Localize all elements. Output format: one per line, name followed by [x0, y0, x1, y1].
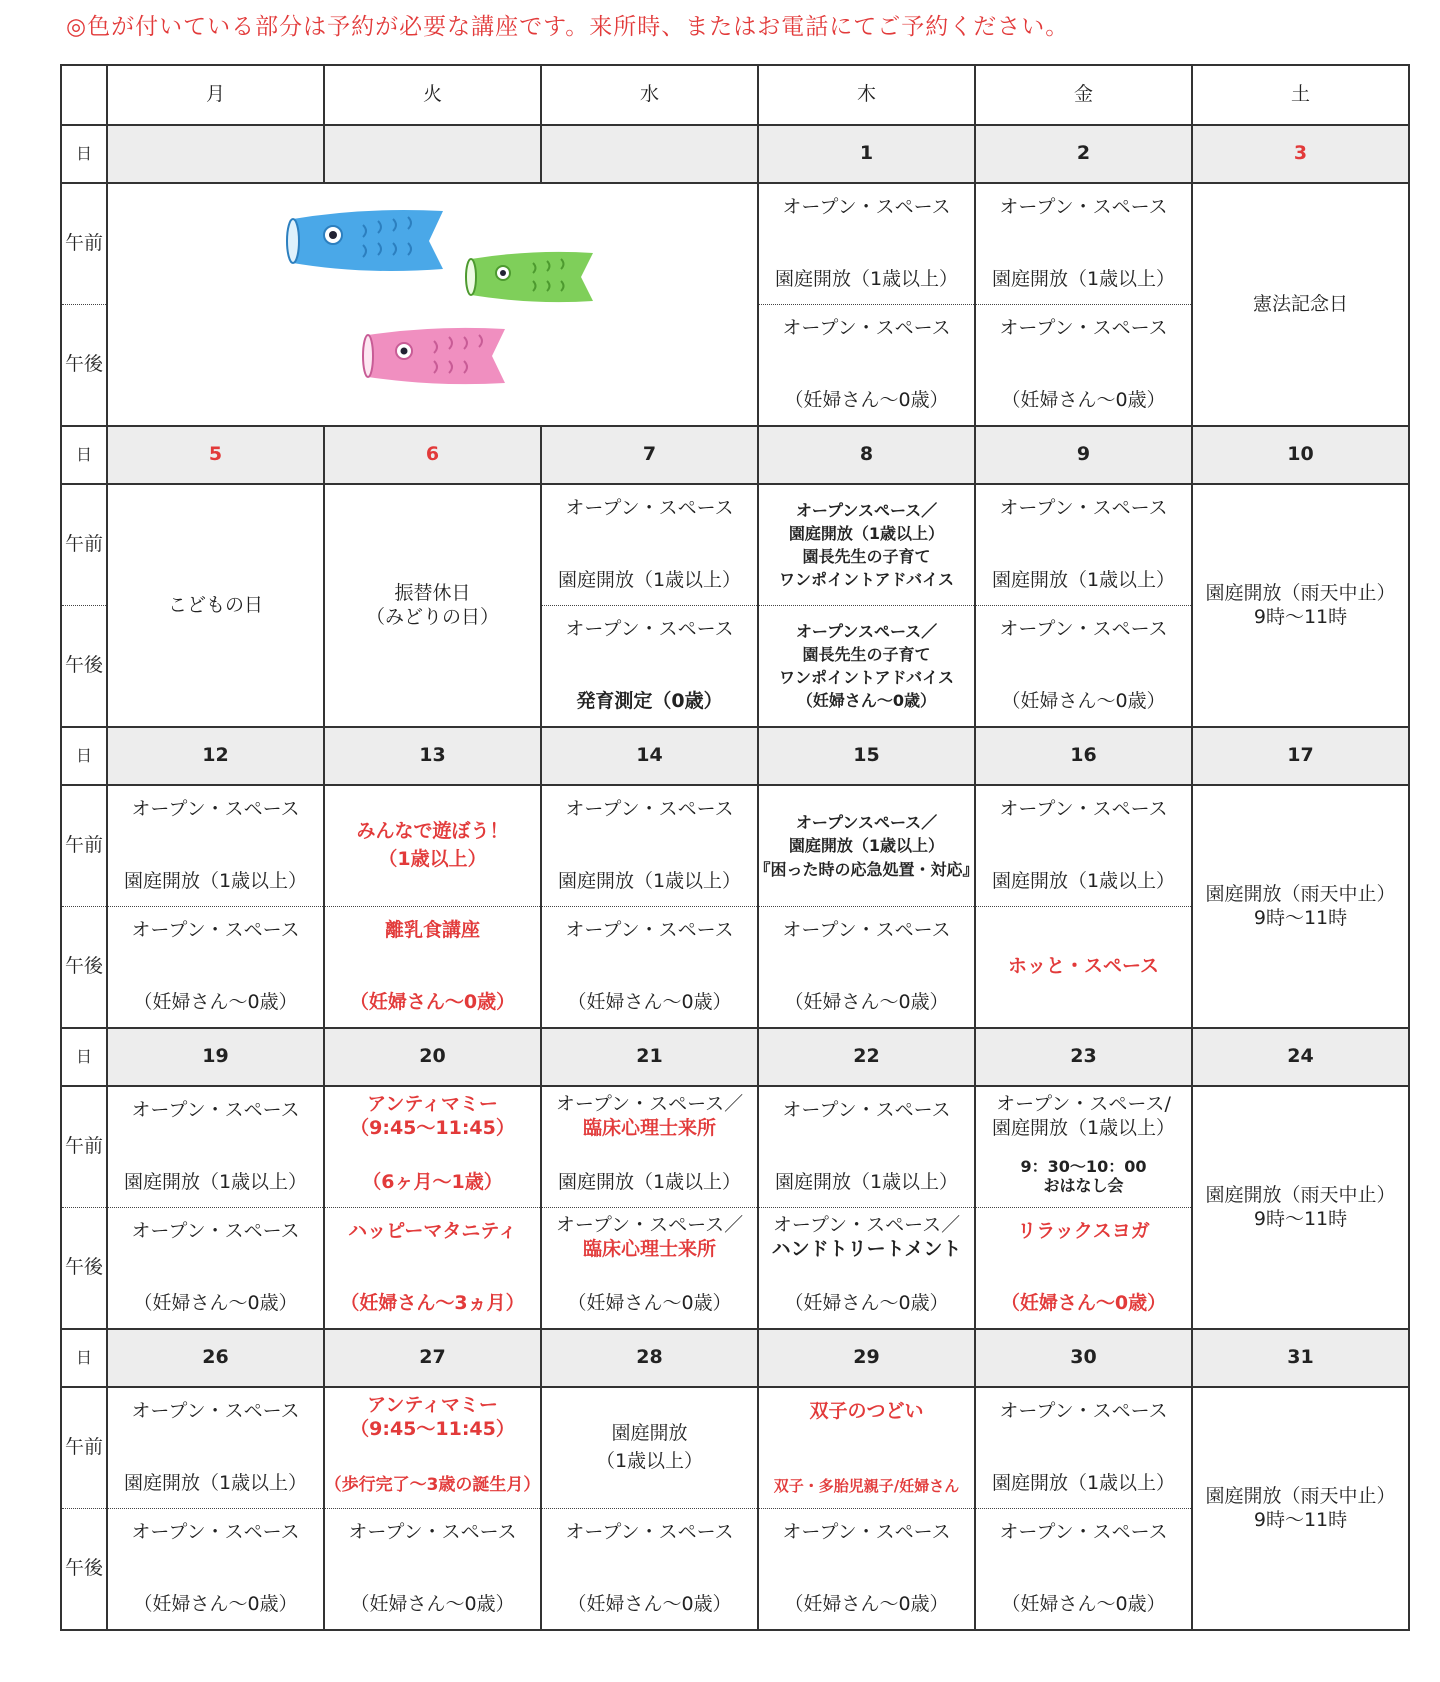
- event-title: オープン・スペース／: [772, 1214, 961, 1236]
- am-label: 午前: [61, 484, 107, 606]
- event-detail: （歩行完了〜3歳の誕生月）: [324, 1474, 541, 1495]
- event-title: オープン・スペース: [131, 1521, 300, 1543]
- event-detail: 『困った時の応急処置・対応』: [754, 859, 979, 879]
- event-detail: （妊婦さん〜0歳）: [567, 991, 732, 1014]
- pm-label: 午後: [61, 1208, 107, 1330]
- week4-fri-am: [975, 1086, 1192, 1208]
- event-detail: （妊婦さん〜0歳）: [133, 1292, 298, 1315]
- day-label: 日: [61, 727, 107, 785]
- event-detail: （妊婦さん〜0歳）: [350, 1593, 515, 1616]
- date-cell: 29: [758, 1329, 975, 1387]
- date-cell: 27: [324, 1329, 541, 1387]
- event-title: オープン・スペース: [131, 798, 300, 820]
- date-cell: 22: [758, 1028, 975, 1086]
- week2-tue-holiday: [324, 484, 541, 727]
- event-title: オープン・スペース: [999, 497, 1168, 519]
- event-title: オープン・スペース: [348, 1521, 517, 1543]
- event-title: アンティマミー: [367, 1394, 498, 1416]
- date-cell: [324, 125, 541, 183]
- event-detail: 園庭開放（1歳以上）: [991, 1116, 1176, 1139]
- weekday-mon: 月: [107, 65, 324, 125]
- event-title: 園庭開放（雨天中止）: [1205, 1484, 1396, 1507]
- pink-carp-streamer-icon: [360, 323, 510, 389]
- week4-thu-pm: [758, 1208, 975, 1330]
- date-cell: 17: [1192, 727, 1409, 785]
- event-detail: （妊婦さん〜0歳）: [567, 1292, 732, 1315]
- event-detail: （妊婦さん〜0歳）: [784, 1292, 949, 1315]
- event-title: オープン・スペース: [565, 798, 734, 820]
- event-title: オープン・スペース: [782, 1099, 951, 1121]
- week5-fri-am: [975, 1387, 1192, 1509]
- date-cell: 9: [975, 426, 1192, 484]
- holiday-name: こどもの日: [167, 593, 263, 616]
- week2-mon-holiday: [107, 484, 324, 727]
- week4-wed-pm: [541, 1208, 758, 1330]
- pm-label: 午後: [61, 606, 107, 728]
- week1-thu-am: [758, 183, 975, 305]
- event-detail: 園庭開放（1歳以上）: [774, 268, 959, 291]
- week4-thu-am: [758, 1086, 975, 1208]
- event-title: オープン・スペース: [999, 1521, 1168, 1543]
- event-title: オープン・スペース: [999, 196, 1168, 218]
- event-time: 9時〜11時: [1253, 605, 1348, 628]
- weekday-tue: 火: [324, 65, 541, 125]
- week5-sat: [1192, 1387, 1409, 1630]
- event-title: オープンスペース／: [795, 621, 938, 641]
- event-detail: （妊婦さん〜0歳）: [1001, 389, 1166, 412]
- weekday-header-row: [61, 65, 1409, 125]
- week3-fri-pm: [975, 907, 1192, 1029]
- date-cell: 16: [975, 727, 1192, 785]
- event-detail: 園長先生の子育て: [802, 644, 931, 664]
- date-cell: 30: [975, 1329, 1192, 1387]
- date-cell: 14: [541, 727, 758, 785]
- week2-sat: [1192, 484, 1409, 727]
- event-title: オープン・スペース: [782, 1521, 951, 1543]
- weekday-fri: 金: [975, 65, 1192, 125]
- week5-thu-pm: [758, 1509, 975, 1631]
- week4-tue-pm: [324, 1208, 541, 1330]
- week1-fri-am: [975, 183, 1192, 305]
- event-title: オープン・スペース: [565, 1521, 734, 1543]
- week3-fri-am: [975, 785, 1192, 907]
- week1-thu-pm: [758, 305, 975, 427]
- event-detail: 園庭開放（1歳以上）: [774, 1171, 959, 1194]
- reservation-notice: ◎色が付いている部分は予約が必要な講座です。来所時、またはお電話にてご予約ください。: [66, 14, 1070, 40]
- week3-sat: [1192, 785, 1409, 1028]
- event-detail: （妊婦さん〜0歳）: [1000, 1292, 1167, 1315]
- event-detail: （妊婦さん〜0歳）: [784, 1593, 949, 1616]
- week1-am-row: [61, 183, 1409, 305]
- event-title: オープン・スペース: [782, 919, 951, 941]
- event-title: みんなで遊ぼう！: [356, 820, 509, 843]
- event-detail: 園庭開放（1歳以上）: [123, 870, 308, 893]
- date-cell-holiday: 5: [107, 426, 324, 484]
- header-corner: [61, 65, 107, 125]
- date-cell: 1: [758, 125, 975, 183]
- week5-thu-am: [758, 1387, 975, 1509]
- week3-wed-pm: [541, 907, 758, 1029]
- event-title: 離乳食講座: [384, 919, 480, 941]
- date-cell: 8: [758, 426, 975, 484]
- week2-date-row: [61, 426, 1409, 484]
- week3-mon-am: [107, 785, 324, 907]
- date-cell: [541, 125, 758, 183]
- event-title: オープン・スペース: [999, 317, 1168, 339]
- holiday-name: 振替休日: [394, 581, 471, 604]
- event-detail: （1歳以上）: [595, 1450, 704, 1472]
- week1-fri-pm: [975, 305, 1192, 427]
- week5-mon-am: [107, 1387, 324, 1509]
- date-cell: 10: [1192, 426, 1409, 484]
- event-detail: （妊婦さん〜0歳）: [133, 991, 298, 1014]
- week4-wed-am: [541, 1086, 758, 1208]
- event-title: オープン・スペース: [565, 919, 734, 941]
- event-title: オープン・スペース／: [555, 1093, 744, 1115]
- weekday-thu: 木: [758, 65, 975, 125]
- event-detail: （妊婦さん〜0歳）: [133, 1593, 298, 1616]
- pm-label: 午後: [61, 305, 107, 427]
- weekday-wed: 水: [541, 65, 758, 125]
- event-title: 双子のつどい: [809, 1400, 924, 1422]
- week2-wed-am: [541, 484, 758, 606]
- event-detail: 園庭開放（1歳以上）: [788, 836, 945, 856]
- event-detail: ワンポイントアドバイス: [778, 570, 955, 590]
- date-cell: 2: [975, 125, 1192, 183]
- blue-carp-streamer-icon: [283, 205, 448, 277]
- holiday-subname: （みどりの日）: [365, 605, 499, 628]
- event-detail: （妊婦さん〜0歳）: [1001, 690, 1166, 713]
- event-title: オープン・スペース: [131, 1400, 300, 1422]
- event-title: オープン・スペース: [131, 1099, 300, 1121]
- event-title: ホッと・スペース: [1007, 955, 1160, 978]
- event-detail: （6ヶ月〜1歳）: [362, 1171, 503, 1194]
- koinobori-illustration: [107, 183, 758, 426]
- week4-fri-pm: [975, 1208, 1192, 1330]
- date-cell: 20: [324, 1028, 541, 1086]
- day-label: 日: [61, 426, 107, 484]
- event-time: 9時〜11時: [1253, 1508, 1348, 1531]
- date-cell: 21: [541, 1028, 758, 1086]
- green-carp-streamer-icon: [463, 247, 598, 307]
- event-time: （9:45〜11:45）: [350, 1116, 515, 1139]
- date-cell-holiday: 3: [1192, 125, 1409, 183]
- event-title: オープン・スペース: [782, 317, 951, 339]
- week4-tue-am: [324, 1086, 541, 1208]
- pm-label: 午後: [61, 1509, 107, 1631]
- event-detail: （妊婦さん〜0歳）: [784, 991, 949, 1014]
- event-detail: 園庭開放（1歳以上）: [991, 569, 1176, 592]
- event-title: 園庭開放（雨天中止）: [1205, 581, 1396, 604]
- date-cell-holiday: 6: [324, 426, 541, 484]
- event-detail: （妊婦さん〜0歳）: [1001, 1593, 1166, 1616]
- event-detail: （妊婦さん〜0歳）: [784, 389, 949, 412]
- week3-thu-pm: [758, 907, 975, 1029]
- am-label: 午前: [61, 183, 107, 305]
- event-detail: 園庭開放（1歳以上）: [123, 1472, 308, 1495]
- week5-wed-pm: [541, 1509, 758, 1631]
- week5-am-row: [61, 1387, 1409, 1509]
- monthly-calendar: [60, 64, 1410, 1631]
- event-detail: 園庭開放（1歳以上）: [991, 268, 1176, 291]
- event-title: 園庭開放（雨天中止）: [1205, 882, 1396, 905]
- event-title: オープンスペース／: [795, 813, 938, 833]
- event-time: 9：30〜10：00: [1020, 1156, 1147, 1176]
- event-title: オープン・スペース／: [555, 1214, 744, 1236]
- event-time: 9時〜11時: [1253, 906, 1348, 929]
- week3-mon-pm: [107, 907, 324, 1029]
- week2-am-row: [61, 484, 1409, 606]
- event-detail: （妊婦さん〜3ヵ月）: [340, 1292, 525, 1315]
- week2-fri-am: [975, 484, 1192, 606]
- week4-date-row: [61, 1028, 1409, 1086]
- day-label: 日: [61, 1028, 107, 1086]
- event-title: オープン・スペース: [565, 618, 734, 640]
- event-title: オープン・スペース: [999, 618, 1168, 640]
- date-cell: 23: [975, 1028, 1192, 1086]
- date-cell: 31: [1192, 1329, 1409, 1387]
- event-title: オープン・スペース: [999, 1400, 1168, 1422]
- week1-sat-holiday: [1192, 183, 1409, 426]
- am-label: 午前: [61, 1086, 107, 1208]
- event-detail: （妊婦さん〜0歳）: [567, 1593, 732, 1616]
- week5-date-row: [61, 1329, 1409, 1387]
- date-cell: 15: [758, 727, 975, 785]
- am-label: 午前: [61, 1387, 107, 1509]
- event-subtitle: おはなし会: [1043, 1175, 1124, 1195]
- week2-wed-pm: [541, 606, 758, 728]
- week3-tue-pm: [324, 907, 541, 1029]
- date-cell: 24: [1192, 1028, 1409, 1086]
- event-title: アンティマミー: [367, 1093, 498, 1115]
- week2-thu-am: [758, 484, 975, 606]
- week3-am-row: [61, 785, 1409, 907]
- event-title: オープン・スペース: [131, 1220, 300, 1242]
- date-cell: 12: [107, 727, 324, 785]
- week4-sat: [1192, 1086, 1409, 1329]
- date-cell: [107, 125, 324, 183]
- event-detail: 園長先生の子育て: [802, 547, 931, 566]
- event-time: 9時〜11時: [1253, 1207, 1348, 1230]
- event-detail: 園庭開放（1歳以上）: [557, 870, 742, 893]
- date-cell: 26: [107, 1329, 324, 1387]
- event-title: オープン・スペース: [131, 919, 300, 941]
- week3-tue-am: [324, 785, 541, 907]
- week5-wed-am: [541, 1387, 758, 1509]
- week4-mon-am: [107, 1086, 324, 1208]
- week3-wed-am: [541, 785, 758, 907]
- event-detail: 園庭開放（1歳以上）: [991, 1472, 1176, 1495]
- week4-mon-pm: [107, 1208, 324, 1330]
- event-title: ハッピーマタニティ: [348, 1220, 517, 1242]
- event-subtitle: ハンドトリートメント: [771, 1237, 962, 1260]
- week5-tue-pm: [324, 1509, 541, 1631]
- event-subtitle: 臨床心理士来所: [582, 1237, 716, 1260]
- event-title: オープン・スペース: [782, 196, 951, 218]
- holiday-name: 憲法記念日: [1252, 292, 1348, 315]
- week2-fri-pm: [975, 606, 1192, 728]
- week4-am-row: [61, 1086, 1409, 1208]
- day-label: 日: [61, 1329, 107, 1387]
- event-detail: 園庭開放（1歳以上）: [557, 1171, 742, 1194]
- event-detail: 双子・多胎児親子/妊婦さん: [773, 1477, 960, 1496]
- date-cell: 13: [324, 727, 541, 785]
- event-detail: （妊婦さん〜0歳）: [796, 691, 937, 711]
- event-detail: ワンポイントアドバイス: [778, 668, 955, 687]
- event-title: リラックスヨガ: [1017, 1220, 1150, 1242]
- week3-thu-am: [754, 785, 979, 907]
- event-detail: 園庭開放（1歳以上）: [557, 569, 742, 592]
- week2-thu-pm: [758, 606, 975, 728]
- week5-tue-am: [324, 1387, 541, 1509]
- week5-mon-pm: [107, 1509, 324, 1631]
- event-detail: 発育測定（0歳）: [576, 690, 723, 713]
- pm-label: 午後: [61, 907, 107, 1029]
- event-title: オープン・スペース: [999, 798, 1168, 820]
- day-label: 日: [61, 125, 107, 183]
- date-cell: 19: [107, 1028, 324, 1086]
- event-detail: 園庭開放（1歳以上）: [123, 1171, 308, 1194]
- event-detail: 園庭開放（1歳以上）: [788, 523, 945, 543]
- date-cell: 28: [541, 1329, 758, 1387]
- week5-fri-pm: [975, 1509, 1192, 1631]
- event-detail: （1歳以上）: [378, 848, 487, 870]
- event-detail: 園庭開放（1歳以上）: [991, 870, 1176, 893]
- event-title: オープン・スペース: [565, 497, 734, 519]
- event-title: 園庭開放（雨天中止）: [1205, 1183, 1396, 1206]
- week1-date-row: [61, 125, 1409, 183]
- am-label: 午前: [61, 785, 107, 907]
- event-time: （9:45〜11:45）: [350, 1417, 515, 1440]
- date-cell: 7: [541, 426, 758, 484]
- week3-date-row: [61, 727, 1409, 785]
- event-title: 園庭開放: [611, 1422, 688, 1445]
- event-title: オープン・スペース/: [996, 1093, 1171, 1115]
- weekday-sat: 土: [1192, 65, 1409, 125]
- event-title: オープンスペース／: [795, 500, 938, 520]
- event-detail: （妊婦さん〜0歳）: [349, 991, 516, 1014]
- event-subtitle: 臨床心理士来所: [582, 1116, 716, 1139]
